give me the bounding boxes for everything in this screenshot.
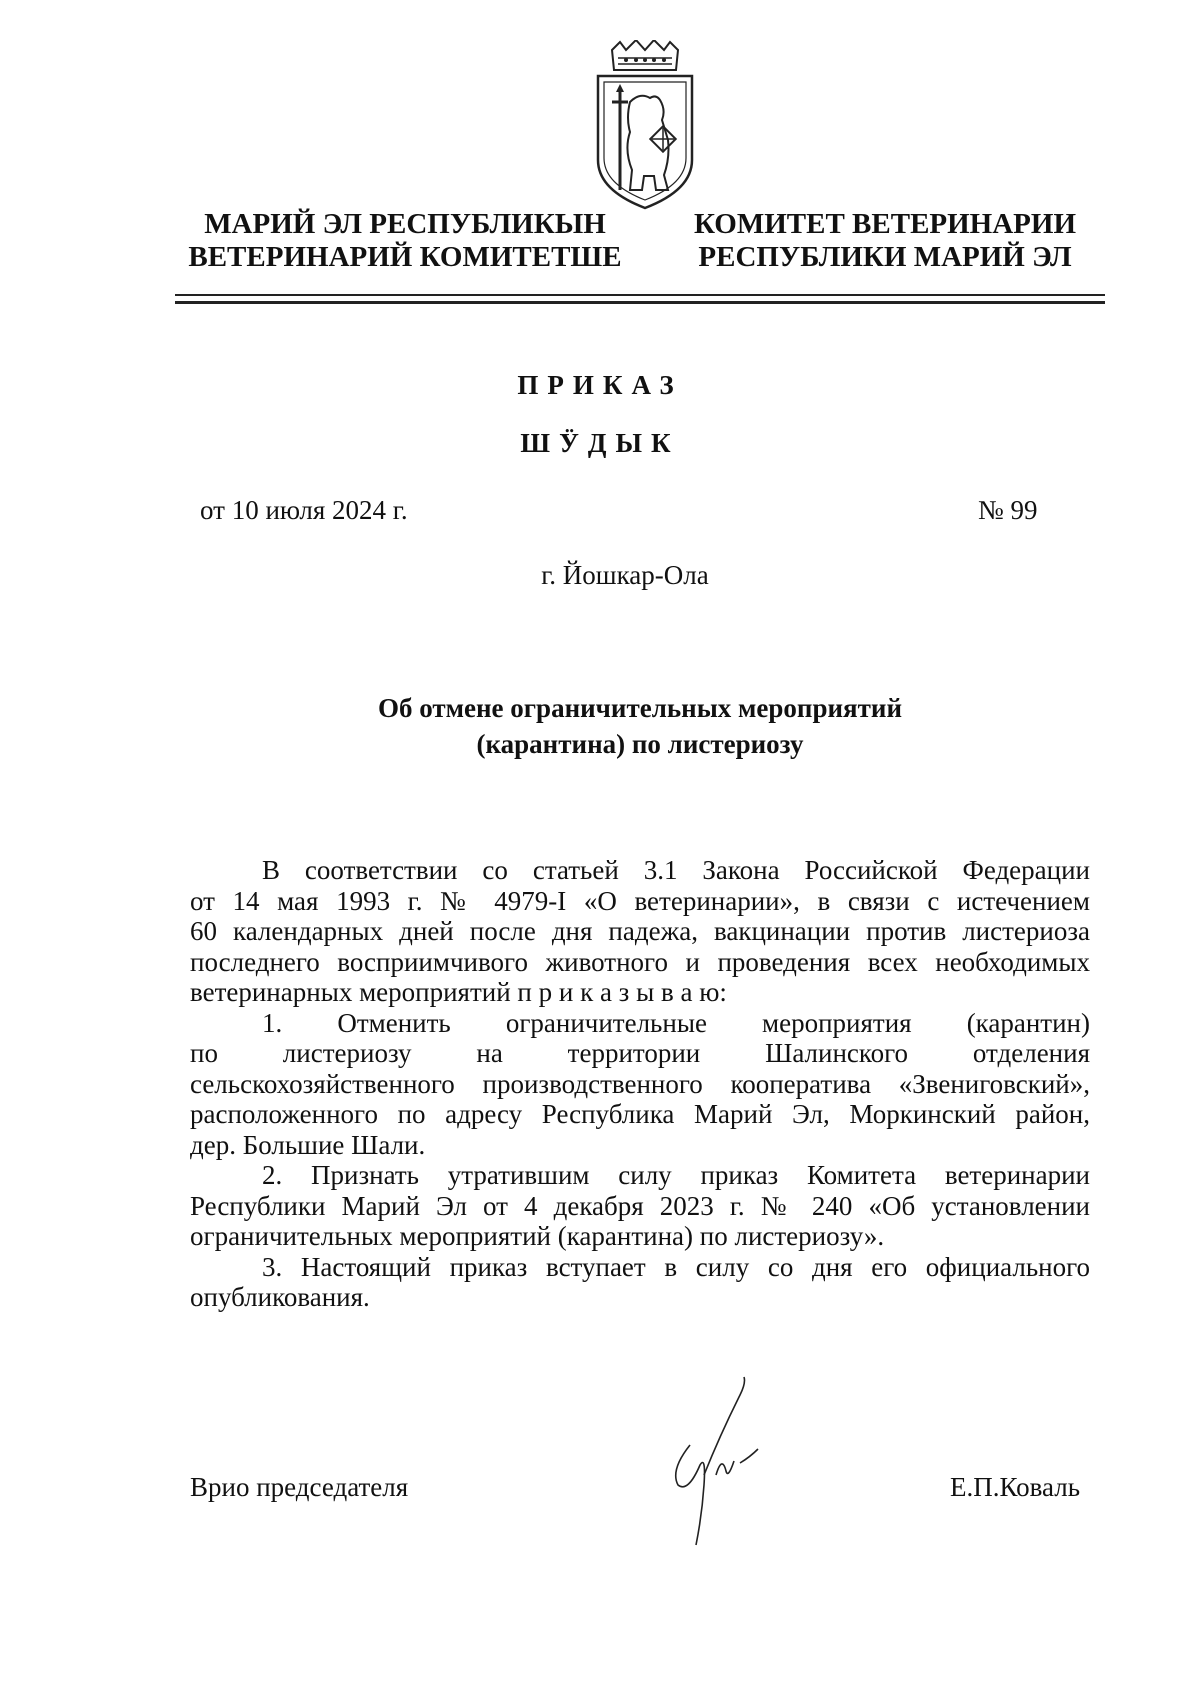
prikazyvayu-word: п р и к а з ы в а ю:: [517, 977, 727, 1007]
preamble-line: В соответствии со статьей 3.1 Закона Российской Федерации: [262, 855, 1090, 885]
document-number: № 99: [978, 495, 1038, 525]
item3-line: 3. Настоящий приказ вступает в силу со дня его официального: [262, 1251, 1090, 1282]
item3-line-last: опубликования.: [190, 1282, 370, 1312]
preamble-last-text: ветеринарных мероприятий: [190, 977, 511, 1007]
document-subject: [300, 690, 980, 762]
item2-line: 2. Признать утратившим силу приказ Комитета ветеринарии: [262, 1160, 1090, 1190]
coat-of-arms-icon: [590, 40, 700, 210]
item2-line-last: ограничительных мероприятий (карантина) по листериозу».: [190, 1221, 885, 1251]
header-right-line2: РЕСПУБЛИКИ МАРИЙ ЭЛ: [698, 241, 1072, 273]
item1-line: расположенного по адресу Республика Марий Эл, Моркинский район,: [190, 1099, 1090, 1129]
header-left-line2: ВЕТЕРИНАРИЙ КОМИТЕТШЕ: [188, 241, 622, 273]
header-divider-thick: [175, 301, 1105, 304]
header-divider-thin: [175, 294, 1105, 296]
item1-line: сельскохозяйственного производственного кооператива «Звениговский»,: [190, 1068, 1090, 1099]
preamble-line-last: [190, 977, 1090, 1008]
document-body: [190, 855, 1090, 1313]
preamble-line: 60 календарных дней после дня падежа, вакцинации против листериоза: [190, 916, 1090, 946]
document-date: от 10 июля 2024 г.: [200, 495, 408, 525]
header-right-line1: КОМИТЕТ ВЕТЕРИНАРИИ: [693, 208, 1077, 240]
signatory-name: Е.П.Коваль: [950, 1472, 1081, 1502]
item1-line: 1. Отменить ограничительные мероприятия (карантин): [262, 1007, 1090, 1038]
header-left-mari: [170, 208, 640, 274]
header-right-russian: [660, 208, 1110, 274]
subject-line: Об отмене ограничительных мероприятий: [377, 693, 903, 723]
item2-line: Республики Марий Эл от 4 декабря 2023 г. № 240 «Об установлении: [190, 1190, 1090, 1221]
header-left-line1: МАРИЙ ЭЛ РЕСПУБЛИКЫН: [204, 208, 606, 240]
item1-line-last: дер. Большие Шали.: [190, 1129, 426, 1160]
subject-line: (карантина) по листериозу: [476, 729, 804, 759]
doc-type-russian: ПРИКАЗ: [517, 370, 683, 400]
signatory-role: Врио председателя: [190, 1472, 409, 1502]
preamble-line: от 14 мая 1993 г. № 4979-I «О ветеринарии», в связи с истечением: [190, 885, 1090, 916]
document-city: г. Йошкар-Ола: [541, 560, 709, 590]
preamble-line: последнего восприимчивого животного и проведения всех необходимых: [190, 946, 1090, 977]
handwritten-signature: [660, 1375, 790, 1555]
doc-type-mari: ШӰДЫК: [520, 428, 680, 458]
item1-line: по листериозу на территории Шалинского отделения: [190, 1038, 1090, 1068]
